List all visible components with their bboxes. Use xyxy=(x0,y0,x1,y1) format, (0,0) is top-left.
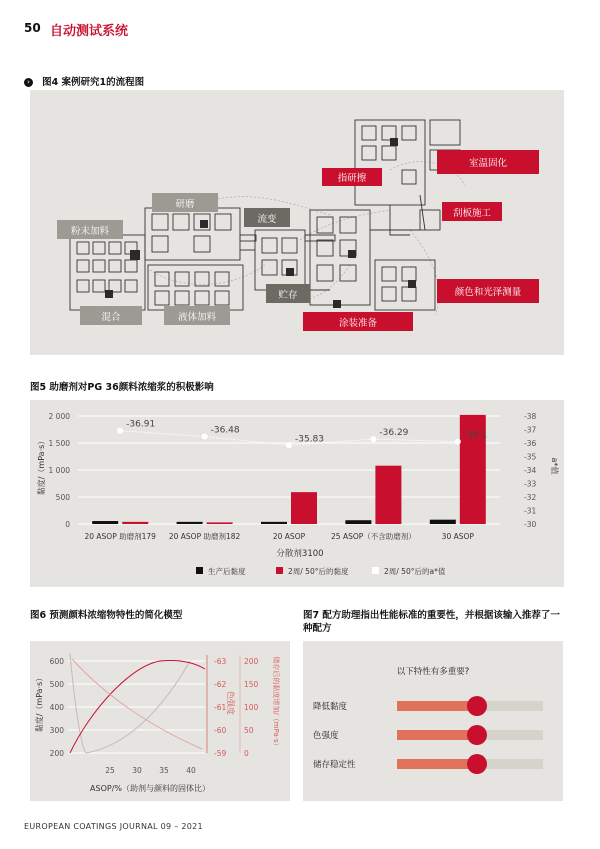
fig5-left-tick: 2 000 xyxy=(48,412,70,421)
fig5-caption: 图5 助磨剂对PG 36颜料浓缩浆的积极影响 xyxy=(30,382,214,393)
fig4-panel xyxy=(30,90,564,355)
slider-label: 色强度 xyxy=(313,731,339,741)
fig5-ylabel-left: 黏度/（mPa·s） xyxy=(37,436,46,496)
legend-label-2: 2周/ 50°后的a*值 xyxy=(384,567,446,576)
fig5-astar-point xyxy=(202,434,208,440)
fig6-right-tick: 150 xyxy=(244,680,259,689)
label-liquid-dosing: 液体加料 xyxy=(164,306,230,325)
fig6-caption: 图6 预测颜料浓缩物特性的简化模型 xyxy=(30,610,183,621)
fig6-right-tick: 200 xyxy=(244,657,259,666)
importance-slider-row xyxy=(303,697,563,715)
fig6-left-ticks xyxy=(50,657,65,758)
legend-label-0: 生产后黏度 xyxy=(208,567,246,576)
fig5-xlabel: 分散剂3100 xyxy=(276,549,324,559)
importance-slider-row xyxy=(303,726,563,744)
fig6-mid-tick: -63 xyxy=(214,657,227,666)
footer-journal: EUROPEAN COATINGS JOURNAL 09 – 2021 xyxy=(24,822,203,831)
fig5-astar-line xyxy=(117,420,487,449)
slider-fill xyxy=(397,759,477,769)
fig5-astar-point xyxy=(455,439,461,445)
bar-production-viscosity xyxy=(345,520,371,524)
legend-label-1: 2周/ 50°后的黏度 xyxy=(288,567,349,576)
fig6-x-tick: 30 xyxy=(132,766,142,775)
fig5-left-tick: 500 xyxy=(55,493,70,502)
label-storage: 贮存 xyxy=(266,284,310,303)
fig5-left-tick: 1 500 xyxy=(48,439,70,448)
fig5-right-tick: -38 xyxy=(524,412,537,421)
fig4-caption: 图4 案例研究1的流程图 xyxy=(42,77,145,88)
fig6-x-tick: 40 xyxy=(186,766,196,775)
label-mixing: 混合 xyxy=(80,306,142,325)
fig6-right-tick: 0 xyxy=(244,749,249,758)
fig5-right-tick: -33 xyxy=(524,479,537,489)
fig6-gridlines xyxy=(68,661,205,753)
fig7-panel xyxy=(303,641,563,801)
slider-track[interactable] xyxy=(397,730,543,740)
fig5-right-tick: -34 xyxy=(524,466,537,475)
slider-label: 降低黏度 xyxy=(313,702,348,712)
fig6-mid-tick: -62 xyxy=(214,680,227,689)
slider-track[interactable] xyxy=(397,701,543,711)
fig6-left-tick: 300 xyxy=(49,726,64,735)
fig6-xlabel: ASOP/%（助剂与颜料的固体比） xyxy=(90,784,210,793)
fig6-ylabel-left: 黏度/（mPa·s） xyxy=(35,673,44,733)
fig6-curves xyxy=(70,653,205,753)
fig5-astar-point xyxy=(286,442,292,448)
label-finger-rub: 指研擦 xyxy=(322,168,382,186)
legend-swatch-white xyxy=(372,567,379,574)
page-number: 50 xyxy=(24,21,41,35)
legend-swatch-black xyxy=(196,567,203,574)
fig6-left-tick: 600 xyxy=(49,657,64,666)
fig6-ylabel-right: 储存后的黏度增加/（mPa·s） xyxy=(272,656,280,750)
fig6-left-tick: 500 xyxy=(49,680,64,689)
fig5-astar-label: -36.1 xyxy=(463,430,488,441)
fig4-caption-row xyxy=(24,72,144,91)
slider-fill xyxy=(397,730,477,740)
slider-handle[interactable] xyxy=(467,725,487,745)
fig5-category-label: 25 ASOP（不含助磨剂） xyxy=(331,532,416,541)
chevron-right-icon: › xyxy=(24,78,33,87)
slider-track[interactable] xyxy=(397,759,543,769)
legend-swatch-red xyxy=(276,567,283,574)
fig6-mid-ticks xyxy=(214,657,226,758)
importance-slider-row xyxy=(303,755,563,773)
fig6-right-ticks xyxy=(244,657,259,758)
bar-storage-viscosity xyxy=(291,492,317,524)
fig6-x-tick: 25 xyxy=(105,766,115,775)
fig5-bars xyxy=(92,415,486,524)
fig5-right-tick: -32 xyxy=(524,493,537,502)
fig5-category-label: 20 ASOP xyxy=(272,532,306,541)
fig7-question: 以下特性有多重要? xyxy=(396,667,470,677)
bar-storage-viscosity xyxy=(207,522,233,524)
fig6-x-tick: 35 xyxy=(159,766,169,775)
bar-production-viscosity xyxy=(177,522,203,524)
fig6-ylabel-mid: 色强度 xyxy=(226,691,235,715)
fig6-mid-tick: -59 xyxy=(214,749,227,758)
fig5-right-tick: -36 xyxy=(524,439,537,448)
fig5-chart xyxy=(30,400,564,587)
fig5-category-label: 20 ASOP 助磨剂179 xyxy=(84,532,156,541)
fig6-right-tick: 100 xyxy=(244,703,259,712)
fig7-caption: 图7 配方助理指出性能标准的重要性，并根据该输入推荐了一种配方 xyxy=(303,610,560,634)
fig5-astar-label: -36.48 xyxy=(210,425,240,436)
fig6-left-tick: 400 xyxy=(49,703,64,712)
fig5-right-tick: -30 xyxy=(524,520,537,529)
bar-production-viscosity xyxy=(92,521,118,524)
bar-production-viscosity xyxy=(261,522,287,524)
fig5-astar-point xyxy=(117,428,123,434)
fig5-right-tick: -35 xyxy=(524,452,537,462)
fig5-right-tick: -37 xyxy=(524,425,537,435)
fig6-panel xyxy=(30,641,290,801)
fig6-mid-tick: -60 xyxy=(214,726,227,735)
label-powder-dosing: 粉末加料 xyxy=(57,220,123,239)
fig6-chart xyxy=(30,641,290,801)
slider-handle[interactable] xyxy=(467,696,487,716)
fig5-astar-label: -35.83 xyxy=(295,434,325,445)
curve-storage-increase xyxy=(72,659,202,749)
label-rheology: 流变 xyxy=(244,208,290,227)
label-grinding: 研磨 xyxy=(152,193,218,212)
slider-label: 储存稳定性 xyxy=(313,760,356,770)
fig6-left-tick: 200 xyxy=(49,749,64,758)
fig5-category-label: 20 ASOP 助磨剂182 xyxy=(168,532,241,541)
fig5-right-tick: -31 xyxy=(524,506,537,516)
label-drawdown: 刮板施工 xyxy=(442,202,502,221)
label-color-gloss: 颜色和光泽测量 xyxy=(437,279,539,303)
bar-production-viscosity xyxy=(430,520,456,524)
fig5-categories xyxy=(84,531,474,541)
fig5-astar-point xyxy=(370,436,376,442)
label-room-temp-cure: 室温固化 xyxy=(437,150,539,174)
bar-storage-viscosity xyxy=(122,522,148,524)
fig6-mid-tick: -61 xyxy=(214,703,227,712)
fig5-ylabel-right: a*值 xyxy=(550,457,559,475)
fig6-right-tick: 50 xyxy=(244,726,254,735)
fig5-left-tick: 1 000 xyxy=(48,466,70,475)
label-coating-prep: 涂装准备 xyxy=(303,312,413,331)
slider-fill xyxy=(397,701,477,711)
fig5-category-label: 30 ASOP xyxy=(441,532,474,541)
fig5-astar-label: -36.91 xyxy=(126,419,156,430)
fig6-x-ticks xyxy=(105,766,196,775)
fig5-astar-label: -36.29 xyxy=(379,428,409,439)
slider-handle[interactable] xyxy=(467,754,487,774)
fig5-panel xyxy=(30,400,564,587)
section-title: 自动测试系统 xyxy=(50,24,129,39)
fig5-left-tick: 0 xyxy=(65,520,70,529)
bar-storage-viscosity xyxy=(375,466,401,524)
curve-viscosity xyxy=(70,653,190,753)
